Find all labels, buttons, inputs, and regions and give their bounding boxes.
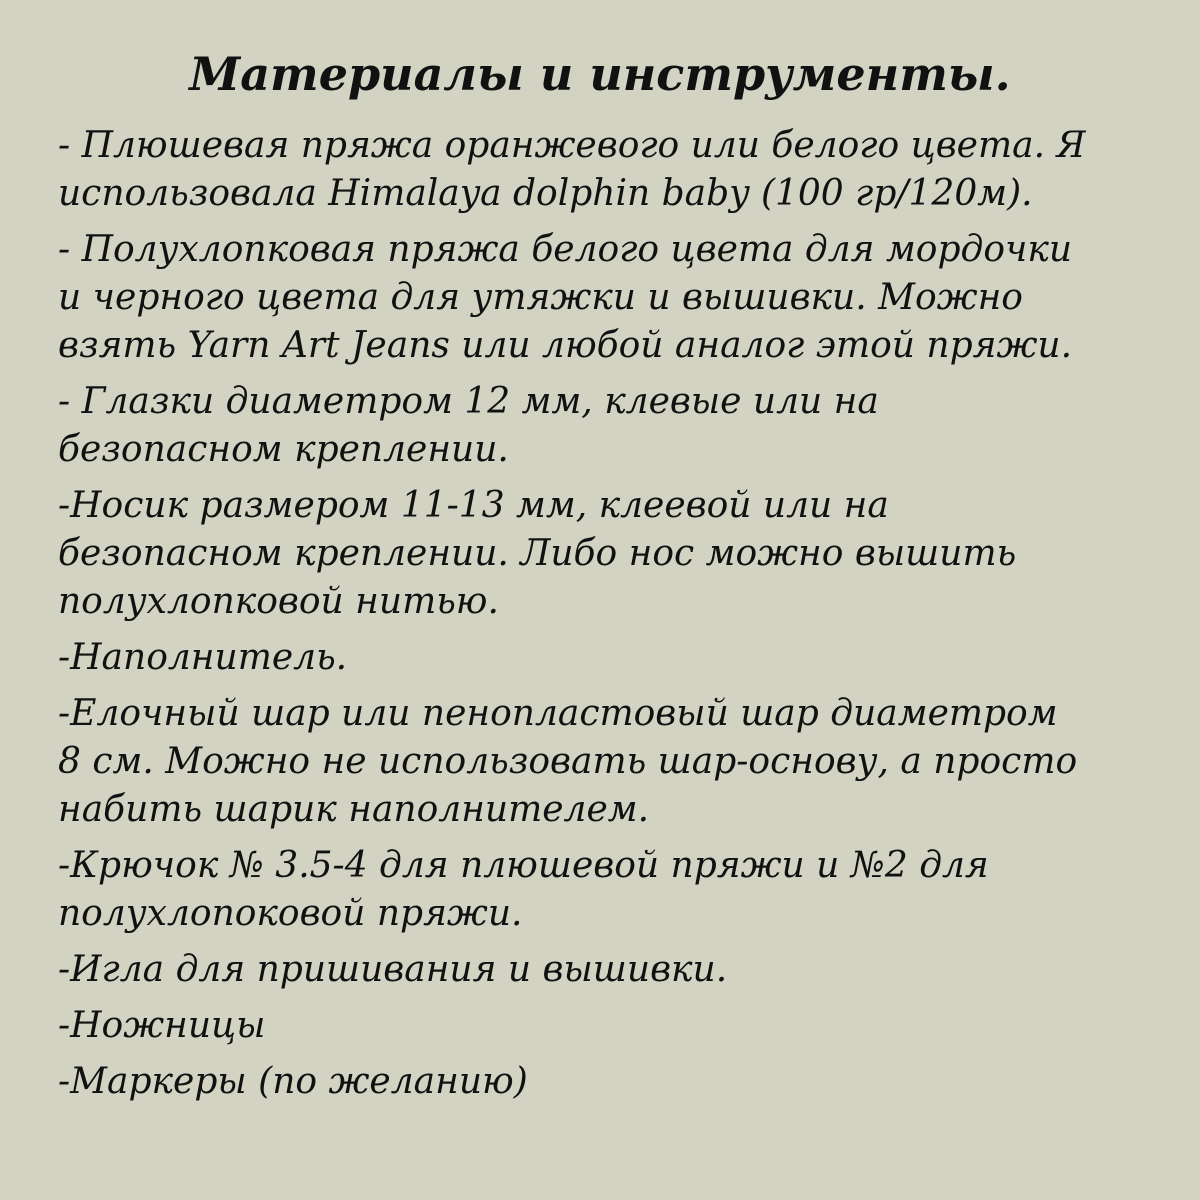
list-item-line: -Крючок № 3.5-4 для плюшевой пряжи и №2 для [58, 845, 989, 886]
list-item [58, 226, 1168, 370]
materials-list [58, 122, 1168, 1114]
list-item-line: безопасном креплении. [58, 429, 509, 470]
list-item-line: полухлопоковой пряжи. [58, 893, 523, 934]
page-title: Материалы и инструменты. [189, 47, 1011, 101]
list-item [58, 946, 1168, 994]
list-item-line: -Ножницы [58, 1005, 266, 1046]
list-item [58, 634, 1168, 682]
list-item [58, 842, 1168, 938]
list-item [58, 482, 1168, 626]
list-item-line: -Наполнитель. [58, 637, 348, 678]
list-item-line: и черного цвета для утяжки и вышивки. Можно [58, 277, 1023, 318]
list-item-line: полухлопковой нитью. [58, 581, 499, 622]
list-item [58, 378, 1168, 474]
list-item-line: набить шарик наполнителем. [58, 789, 650, 830]
list-item [58, 122, 1168, 218]
list-item-line: -Носик размером 11-13 мм, клеевой или на [58, 485, 889, 526]
list-item-line: - Полухлопковая пряжа белого цвета для мордочки [58, 229, 1073, 270]
list-item-line: безопасном креплении. Либо нос можно вышить [58, 533, 1017, 574]
list-item-line: -Елочный шар или пенопластовый шар диаметром [58, 693, 1058, 734]
list-item-line: использовала Himalaya dolphin baby (100 гр/120м). [58, 173, 1033, 214]
list-item-line: - Глазки диаметром 12 мм, клевые или на [58, 381, 879, 422]
list-item-line: -Игла для пришивания и вышивки. [58, 949, 728, 990]
list-item-line: -Маркеры (по желанию) [58, 1061, 528, 1102]
list-item-line: 8 см. Можно не использовать шар-основу, а просто [58, 741, 1078, 782]
list-item [58, 1058, 1168, 1106]
list-item [58, 690, 1168, 834]
list-item-line: взять Yarn Art Jeans или любой аналог этой пряжи. [58, 325, 1073, 366]
list-item-line: - Плюшевая пряжа оранжевого или белого цвета. Я [58, 125, 1086, 166]
list-item [58, 1002, 1168, 1050]
